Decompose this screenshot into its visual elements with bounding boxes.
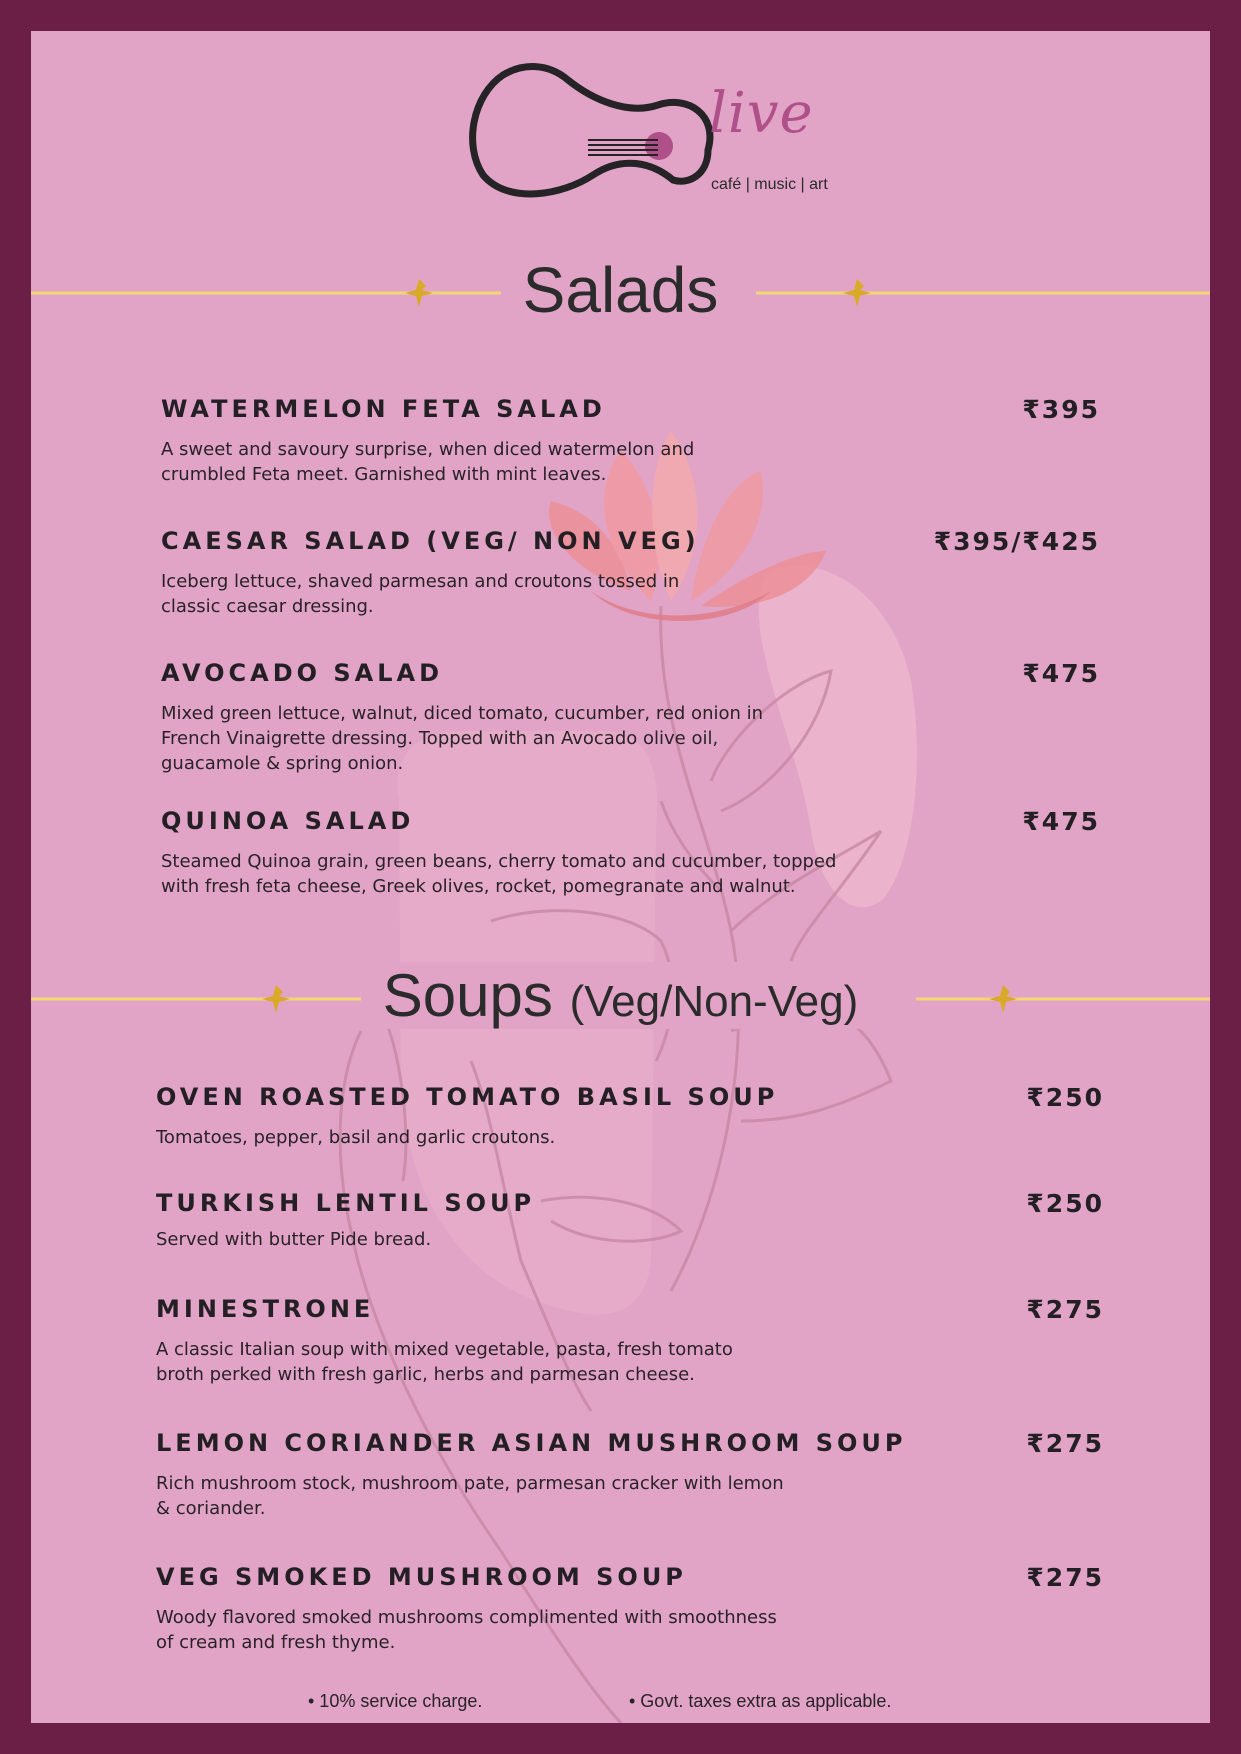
item-description: Mixed green lettuce, walnut, diced tomato, cucumber, red onion in French Vinaigrette dressing. Topped with an Avocado olive oil, guacamole & spring onion. bbox=[161, 703, 764, 774]
item-description: Iceberg lettuce, shaved parmesan and croutons tossed in classic caesar dressing. bbox=[161, 571, 680, 617]
item-name: LEMON CORIANDER ASIAN MUSHROOM SOUP bbox=[156, 1429, 907, 1457]
item-description: Woody flavored smoked mushrooms complimented with smoothness of cream and fresh thyme. bbox=[156, 1607, 777, 1653]
item-price: ₹395/₹425 bbox=[933, 527, 1100, 556]
menu-page bbox=[31, 31, 1210, 1723]
logo-tagline: café | music | art bbox=[711, 176, 828, 193]
cafe-logo bbox=[463, 45, 863, 205]
item-description: A classic Italian soup with mixed vegetable, pasta, fresh tomato broth perked with fresh garlic, herbs and parmesan cheese. bbox=[156, 1339, 733, 1385]
item-name: AVOCADO SALAD bbox=[161, 659, 444, 687]
salads-heading bbox=[31, 253, 1210, 327]
item-description: Tomatoes, pepper, basil and garlic croutons. bbox=[156, 1127, 556, 1148]
soups-heading bbox=[31, 961, 1210, 1030]
item-price: ₹275 bbox=[1026, 1295, 1104, 1324]
item-description: A sweet and savoury surprise, when diced watermelon and crumbled Feta meet. Garnished with mint leaves. bbox=[161, 439, 695, 485]
item-price: ₹275 bbox=[1026, 1429, 1104, 1458]
item-description: Served with butter Pide bread. bbox=[156, 1229, 432, 1250]
item-description: Steamed Quinoa grain, green beans, cherry tomato and cucumber, topped with fresh feta cheese, Greek olives, rocket, pomegranate and walnut. bbox=[161, 851, 837, 897]
service-charge-note: • 10% service charge. bbox=[308, 1691, 483, 1711]
item-name: MINESTRONE bbox=[156, 1295, 375, 1323]
item-price: ₹250 bbox=[1026, 1189, 1104, 1218]
item-price: ₹250 bbox=[1026, 1083, 1104, 1112]
soups-title: Soups bbox=[382, 962, 553, 1029]
tax-note: • Govt. taxes extra as applicable. bbox=[629, 1691, 892, 1711]
soups-subtitle: (Veg/Non-Veg) bbox=[569, 977, 859, 1026]
item-name: QUINOA SALAD bbox=[161, 807, 415, 835]
item-description: Rich mushroom stock, mushroom pate, parmesan cracker with lemon & coriander. bbox=[156, 1473, 784, 1519]
item-price: ₹475 bbox=[1022, 807, 1100, 836]
item-name: VEG SMOKED MUSHROOM SOUP bbox=[156, 1563, 687, 1591]
salads-title: Salads bbox=[501, 254, 741, 326]
item-name: CAESAR SALAD (VEG/ NON VEG) bbox=[161, 527, 700, 555]
footer-notes bbox=[31, 1691, 1210, 1721]
item-name: TURKISH LENTIL SOUP bbox=[156, 1189, 536, 1217]
item-price: ₹275 bbox=[1026, 1563, 1104, 1592]
item-price: ₹475 bbox=[1022, 659, 1100, 688]
logo-wordmark: live bbox=[709, 81, 814, 146]
item-name: WATERMELON FETA SALAD bbox=[161, 395, 606, 423]
item-name: OVEN ROASTED TOMATO BASIL SOUP bbox=[156, 1083, 779, 1111]
item-price: ₹395 bbox=[1022, 395, 1100, 424]
